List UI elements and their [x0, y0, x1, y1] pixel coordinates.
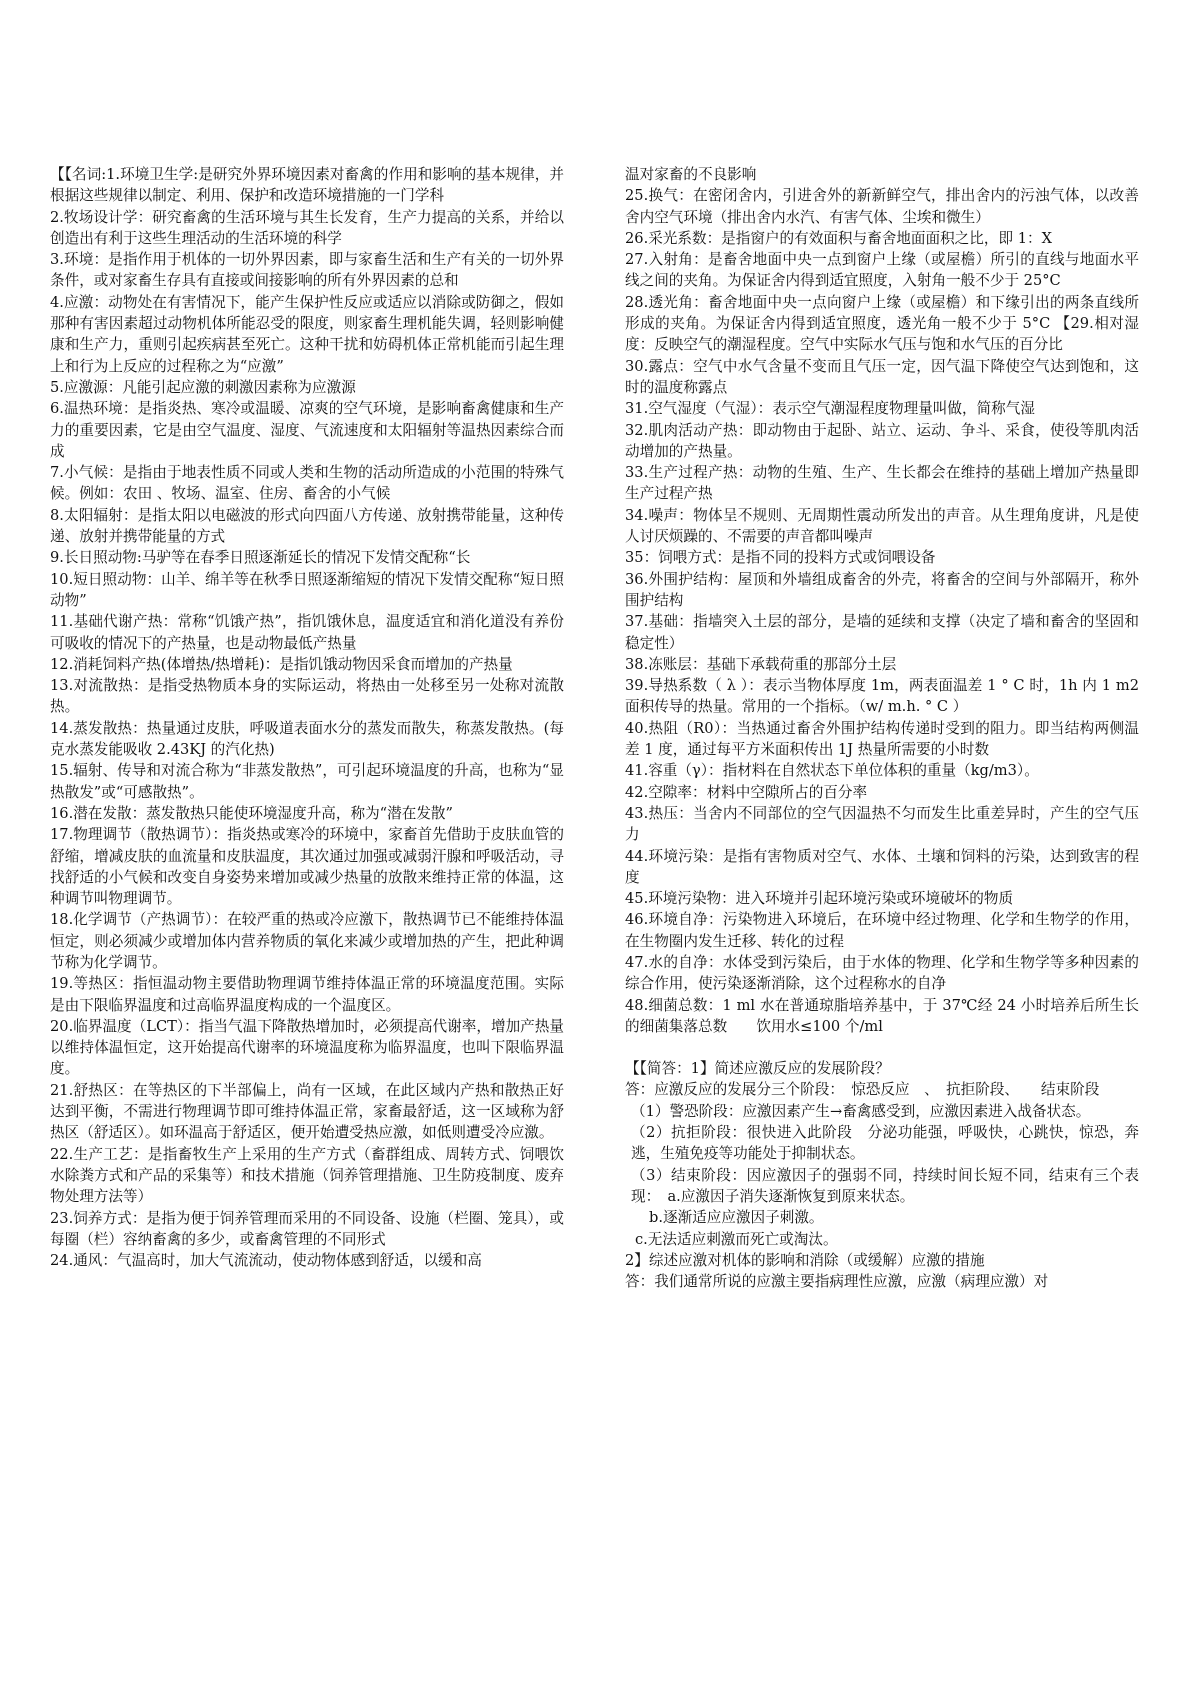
qa-answer-intro: 答：应激反应的发展分三个阶段： 惊恐反应 、 抗拒阶段、 结束阶段 — [625, 1081, 1100, 1099]
definition-35: 35：饲喂方式：是指不同的投料方式或饲喂设备 — [625, 549, 936, 567]
qa2-heading: 2】综述应激对机体的影响和消除（或缓解）应激的措施 — [625, 1251, 985, 1269]
definition-38: 38.冻账层：基础下承载荷重的那部分土层 — [625, 655, 897, 673]
definition-21: 21.舒热区：在等热区的下半部偏上，尚有一区域，在此区域内产热和散热正好达到平衡，不需进行物理调节即可维持体温正常，家畜最舒适，这一区域称为舒热区（舒适区）。如环温高于舒适区，便开始遭受热应激，如低则遭受冷应激。 — [50, 1081, 564, 1142]
definition-27: 27.入射角：是畜舍地面中央一点到窗户上缘（或屋檐）所引的直线与地面水平线之间的夹角。为保证舍内得到适宜照度，入射角一般不少于 25°C — [625, 251, 1139, 290]
definition-1: 【【名词:1.环境卫生学:是研究外界环境因素对畜禽的作用和影响的基本规律，并根据这些规律以制定、利用、保护和改造环境措施的一门学科 — [50, 166, 564, 205]
qa-stage-1: （1）警恐阶段：应激因素产生→畜禽感受到，应激因素进入战备状态。 — [631, 1102, 1091, 1120]
definition-16: 16.潜在发散：蒸发散热只能使环境湿度升高，称为“潜在发散” — [50, 804, 453, 822]
definition-39: 39.导热系数（ λ ）：表示当物体厚度 1m，两表面温差 1 ° C 时，1h 内 1 m2 面积传导的热量。常用的一个指标。（w/ m.h. ° C ） — [625, 677, 1139, 716]
qa-stage-3: （3）结束阶段：因应激因子的强弱不同，持续时间长短不同，结束有三个表现： a.应激因子消失逐渐恢复到原来状态。 — [631, 1166, 1139, 1205]
definition-12: 12.消耗饲料产热(体增热/热增耗)：是指饥饿动物因采食而增加的产热量 — [50, 655, 513, 673]
definition-11: 11.基础代谢产热：常称“饥饿产热”，指饥饿休息，温度适宜和消化道没有养份可吸收的情况下的产热量，也是动物最低产热量 — [50, 613, 564, 652]
definition-5: 5.应激源：凡能引起应激的刺激因素称为应激源 — [50, 378, 356, 396]
definition-41: 41.容重（γ）：指材料在自然状态下单位体积的重量（kg/m3）。 — [625, 762, 1039, 780]
definition-13: 13.对流散热：是指受热物质本身的实际运动，将热由一处移至另一处称对流散热。 — [50, 677, 564, 716]
definition-19: 19.等热区：指恒温动物主要借助物理调节维持体温正常的环境温度范围。实际是由下限临界温度和过高临界温度构成的一个温度区。 — [50, 975, 564, 1014]
definition-25: 25.换气：在密闭舍内，引进舍外的新新鲜空气，排出舍内的污浊气体，以改善舍内空气环境（排出舍内水汽、有害气体、尘埃和微生） — [625, 187, 1139, 226]
definition-10: 10.短日照动物：山羊、绵羊等在秋季日照逐渐缩短的情况下发情交配称“短日照动物” — [50, 570, 564, 609]
definition-8: 8.太阳辐射：是指太阳以电磁波的形式向四面八方传递、放射携带能量，这种传递、放射并携带能量的方式 — [50, 506, 564, 546]
definition-37: 37.基础：指墙突入土层的部分，是墙的延续和支撑（决定了墙和畜舍的坚固和稳定性） — [625, 613, 1139, 652]
qa-stage-2: （2）抗拒阶段：很快进入此阶段 分泌功能强，呼吸快，心跳快，惊恐，奔逃，生殖免疫等功能处于抑制状态。 — [631, 1124, 1139, 1163]
definition-24: 24.通风：气温高时，加大气流流动，使动物体感到舒适，以缓和高 — [50, 1252, 482, 1270]
definition-28-29: 28.透光角：畜舍地面中央一点向窗户上缘（或屋檐）和下缘引出的两条直线所形成的夹角。为保证舍内得到适宜照度，透光角一般不少于 5°C 【29.相对湿度：反映空气的潮湿程度。空气中实际水气压与饱和水气压的百分比 — [625, 293, 1139, 354]
definition-2: 2.牧场设计学：研究畜禽的生活环境与其生长发育，生产力提高的关系，并给以创造出有利于这些生理活动的生活环境的科学 — [50, 208, 564, 247]
definition-43: 43.热压：当舍内不同部位的空气因温热不匀而发生比重差异时，产生的空气压力 — [625, 804, 1139, 844]
left-column — [50, 164, 564, 1271]
qa2-answer: 答：我们通常所说的应激主要指病理性应激，应激（病理应激）对 — [625, 1273, 1049, 1291]
right-column — [625, 164, 1139, 1292]
definition-36: 36.外围护结构：屋顶和外墙组成畜舍的外壳，将畜舍的空间与外部隔开，称外围护结构 — [625, 570, 1139, 609]
definition-30: 30.露点：空气中水气含量不变而且气压一定，因气温下降使空气达到饱和，这时的温度称露点 — [625, 357, 1139, 396]
definition-14: 14.蒸发散热：热量通过皮肤，呼吸道表面水分的蒸发而散失，称蒸发散热。(每克水蒸发能吸收 2.43KJ 的汽化热) — [50, 719, 564, 759]
definition-7: 7.小气候：是指由于地表性质不同或人类和生物的活动所造成的小范围的特殊气候。例如：农田 、牧场、温室、住房、畜舍的小气候 — [50, 464, 564, 503]
definition-32: 32.肌肉活动产热：即动物由于起卧、站立、运动、争斗、采食，使役等肌肉活动增加的产热量。 — [625, 421, 1139, 460]
definition-26: 26.采光系数：是指窗户的有效面积与畜舍地面面积之比，即 1：X — [625, 229, 1052, 247]
definition-34: 34.噪声：物体呈不规则、无周期性震动所发出的声音。从生理角度讲，凡是使人讨厌烦躁的、不需要的声音都叫噪声 — [625, 506, 1139, 546]
qa-stage-3-c: c.无法适应刺激而死亡或淘汰。 — [635, 1230, 838, 1248]
qa-heading: 【【简答：1】简述应激反应的发展阶段？ — [625, 1060, 890, 1078]
definition-31: 31.空气湿度（气湿）：表示空气潮湿程度物理量叫做，简称气湿 — [625, 400, 1035, 418]
definition-45: 45.环境污染物：进入环境并引起环境污染或环境破坏的物质 — [625, 890, 1014, 908]
qa-stage-3-b: b.逐渐适应应激因子刺激。 — [649, 1209, 824, 1227]
definition-17: 17.物理调节（散热调节）：指炎热或寒冷的环境中，家畜首先借助于皮肤血管的舒缩，增减皮肤的血流量和皮肤温度，其次通过加强或减弱汗腺和呼吸活动，寻找舒适的小气候和改变自身姿势来增加或减少热量的放散来维持正常的体温，这种调节叫物理调节。 — [50, 826, 564, 908]
definition-33: 33.生产过程产热：动物的生殖、生产、生长都会在维持的基础上增加产热量即生产过程产热 — [625, 464, 1139, 503]
definition-9: 9.长日照动物:马驴等在春季日照逐渐延长的情况下发情交配称“长 — [50, 549, 471, 567]
definition-46: 46.环境自净：污染物进入环境后，在环境中经过物理、化学和生物学的作用，在生物圈内发生迁移、转化的过程 — [625, 911, 1139, 950]
definition-24-continued: 温对家畜的不良影响 — [625, 166, 757, 183]
definition-15: 15.辐射、传导和对流合称为“非蒸发散热”，可引起环境温度的升高，也称为“显热散发”或“可感散热”。 — [50, 762, 564, 801]
definition-20: 20.临界温度（LCT）：指当气温下降散热增加时，必须提高代谢率，增加产热量以维持体温恒定，这开始提高代谢率的环境温度称为临界温度，也叫下限临界温度。 — [50, 1017, 564, 1078]
definition-40: 40.热阻（R0）：当热通过畜舍外围护结构传递时受到的阻力。即当结构两侧温差 1 度，通过每平方米面积传出 1J 热量所需要的小时数 — [625, 719, 1139, 759]
definition-44: 44.环境污染：是指有害物质对空气、水体、土壤和饲料的污染，达到致害的程度 — [625, 847, 1139, 886]
definition-3: 3.环境：是指作用于机体的一切外界因素，即与家畜生活和生产有关的一切外界条件，或对家畜生存具有直接或间接影响的所有外界因素的总和 — [50, 251, 564, 290]
definition-22: 22.生产工艺：是指畜牧生产上采用的生产方式（畜群组成、周转方式、饲喂饮水除粪方式和产品的采集等）和技术措施（饲养管理措施、卫生防疫制度、废弃物处理方法等） — [50, 1145, 564, 1206]
definition-23: 23.饲养方式：是指为便于饲养管理而采用的不同设备、设施（栏圈、笼具），或每圈（栏）容纳畜禽的多少，或畜禽管理的不同形式 — [50, 1209, 564, 1248]
definition-42: 42.空隙率：材料中空隙所占的百分率 — [625, 783, 868, 801]
definition-48: 48.细菌总数：1 ml 水在普通琼脂培养基中，于 37℃经 24 小时培养后所生长的细菌集落总数 饮用水≤100 个/ml — [625, 996, 1139, 1035]
definition-4: 4.应激：动物处在有害情况下，能产生保护性反应或适应以消除或防御之，假如那种有害因素超过动物机体所能忍受的限度，则家畜生理机能失调，轻则影响健康和生产力，重则引起疾病甚至死亡。这种干扰和妨碍机体正常机能而引起生理上和行为上反应的过程称之为“应激” — [50, 293, 564, 375]
definition-6: 6.温热环境：是指炎热、寒冷或温暖、凉爽的空气环境，是影响畜禽健康和生产力的重要因素，它是由空气温度、湿度、气流速度和太阳辐射等温热因素综合而成 — [50, 400, 564, 460]
definition-18: 18.化学调节（产热调节）：在较严重的热或冷应激下，散热调节已不能维持体温恒定，则必须减少或增加体内营养物质的氧化来减少或增加热的产生，把此种调节称为化学调节。 — [50, 911, 564, 971]
definition-47: 47.水的自净：水体受到污染后，由于水体的物理、化学和生物学等多种因素的综合作用，使污染逐渐消除，这个过程称水的自净 — [625, 953, 1139, 993]
